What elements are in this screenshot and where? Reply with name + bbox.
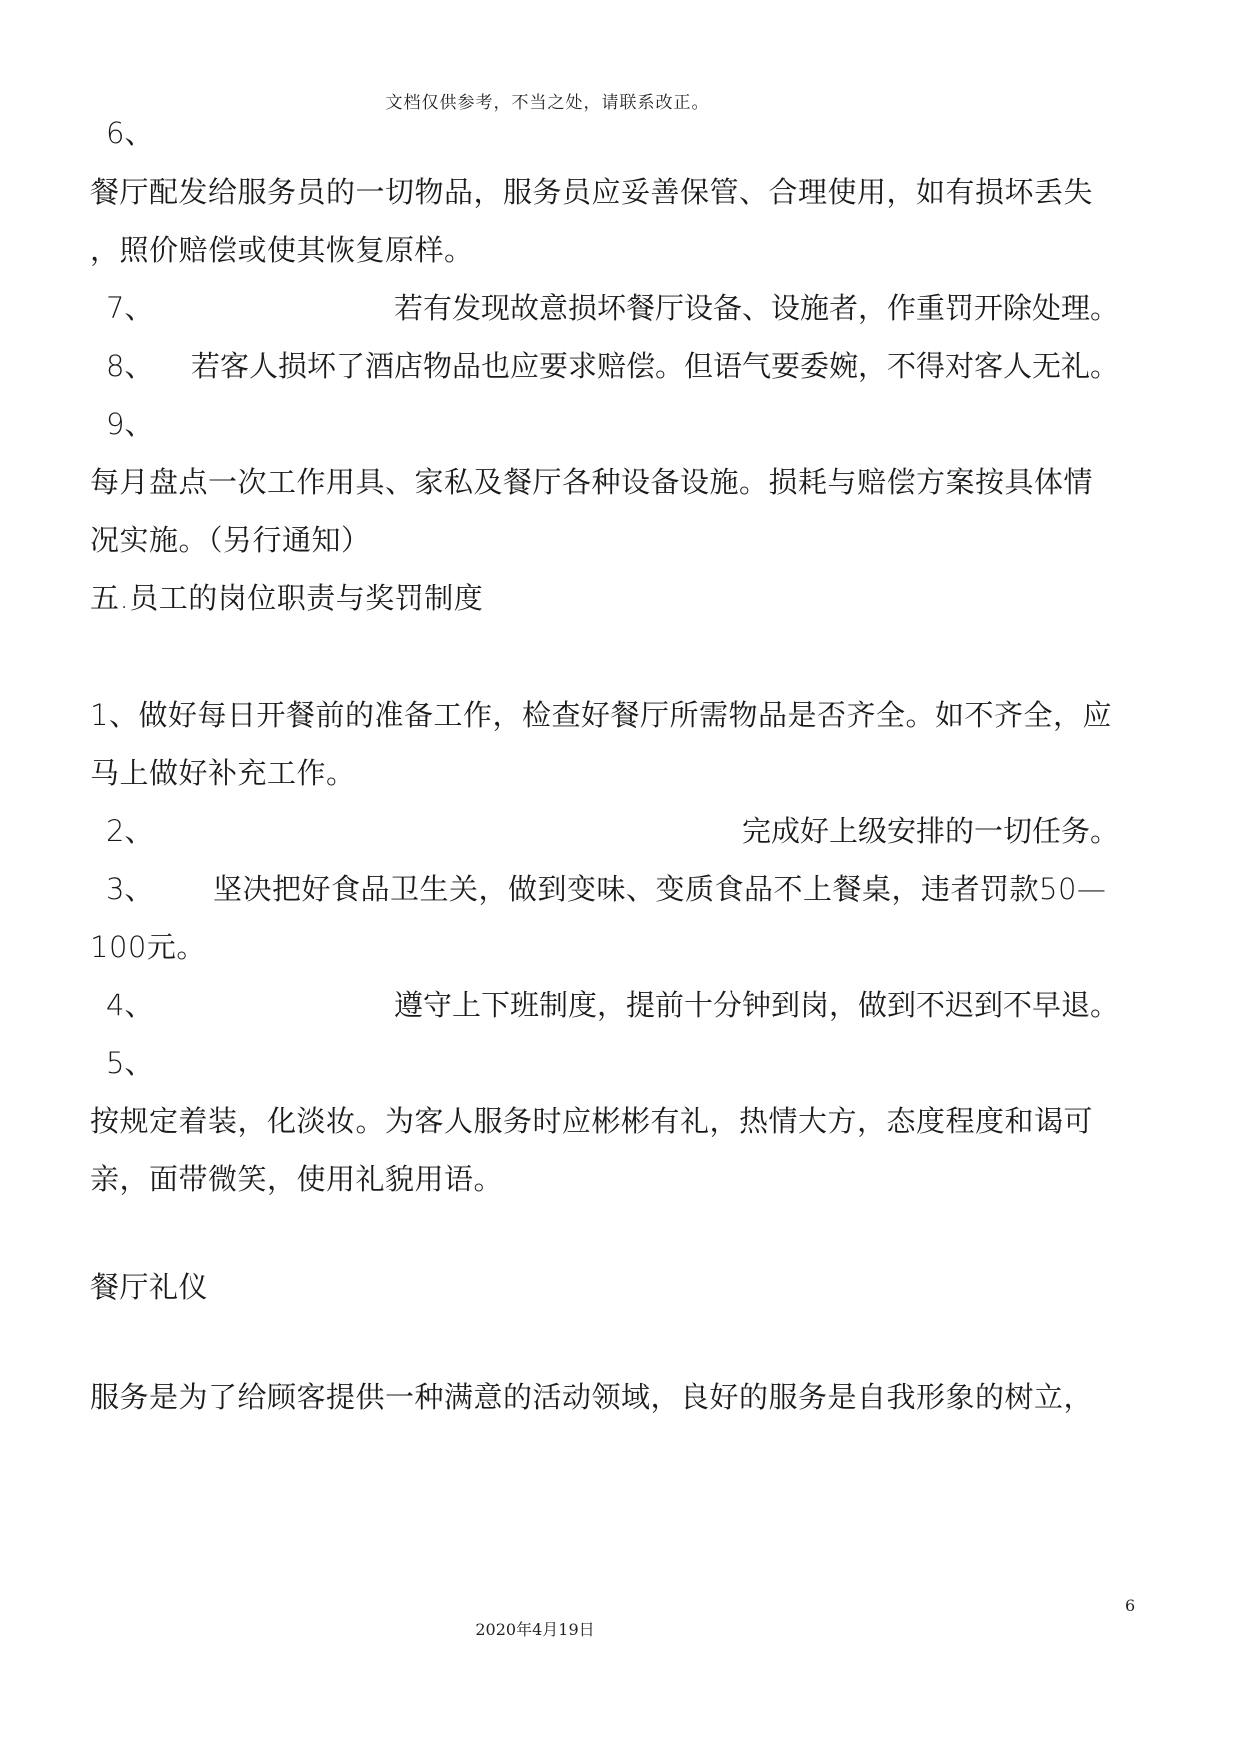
section-5-heading: 五.员工的岗位职责与奖罚制度 (90, 581, 484, 615)
item-8-number: 8、 (106, 349, 154, 383)
item-6-line-1: 餐厅配发给服务员的一切物品，服务员应妥善保管、合理使用，如有损坏丢失 (90, 175, 1094, 209)
duty-5-line-1: 按规定着装，化淡妆。为客人服务时应彬彬有礼，热情大方，态度程度和谒可 (90, 1104, 1094, 1138)
duty-5-number: 5、 (106, 1046, 154, 1080)
header-note: 文档仅供参考，不当之处，请联系改正。 (385, 93, 710, 113)
duty-4-number: 4、 (106, 988, 154, 1022)
duty-1-line-2: 马上做好补充工作。 (90, 756, 356, 790)
etiquette-line-1: 服务是为了给顾客提供一种满意的活动领域，良好的服务是自我形象的树立， (90, 1380, 1094, 1414)
item-9-line-2: 况实施。（另行通知） (90, 523, 371, 557)
duty-4-text: 遵守上下班制度，提前十分钟到岗，做到不迟到不早退。 (393, 988, 1119, 1022)
item-6-line-2: ，照价赔偿或使其恢复原样。 (90, 233, 474, 267)
duty-3-text: 坚决把好食品卫生关，做到变味、变质食品不上餐桌，违者罚款50— (213, 872, 1107, 906)
duty-3-line-2: 100元。 (90, 930, 206, 964)
duty-1-line-1: 1、做好每日开餐前的准备工作，检查好餐厅所需物品是否齐全。如不齐全，应 (90, 698, 1112, 732)
item-9-number: 9、 (106, 407, 154, 441)
duty-2-number: 2、 (106, 814, 154, 848)
page-number: 6 (1125, 1596, 1136, 1615)
item-7-text: 若有发现故意损坏餐厅设备、设施者，作重罚开除处理。 (393, 291, 1119, 325)
item-8-text: 若客人损坏了酒店物品也应要求赔偿。但语气要委婉，不得对客人无礼。 (190, 349, 1119, 383)
duty-3-number: 3、 (106, 872, 154, 906)
item-7-number: 7、 (106, 291, 154, 325)
footer-date: 2020年4月19日 (475, 1620, 595, 1639)
duty-5-line-2: 亲，面带微笑，使用礼貌用语。 (90, 1162, 504, 1196)
etiquette-heading: 餐厅礼仪 (90, 1270, 209, 1304)
duty-2-text: 完成好上级安排的一切任务。 (741, 814, 1119, 848)
item-9-line-1: 每月盘点一次工作用具、家私及餐厅各种设备设施。损耗与赔偿方案按具体情 (90, 465, 1094, 499)
item-6-number: 6、 (106, 116, 154, 150)
